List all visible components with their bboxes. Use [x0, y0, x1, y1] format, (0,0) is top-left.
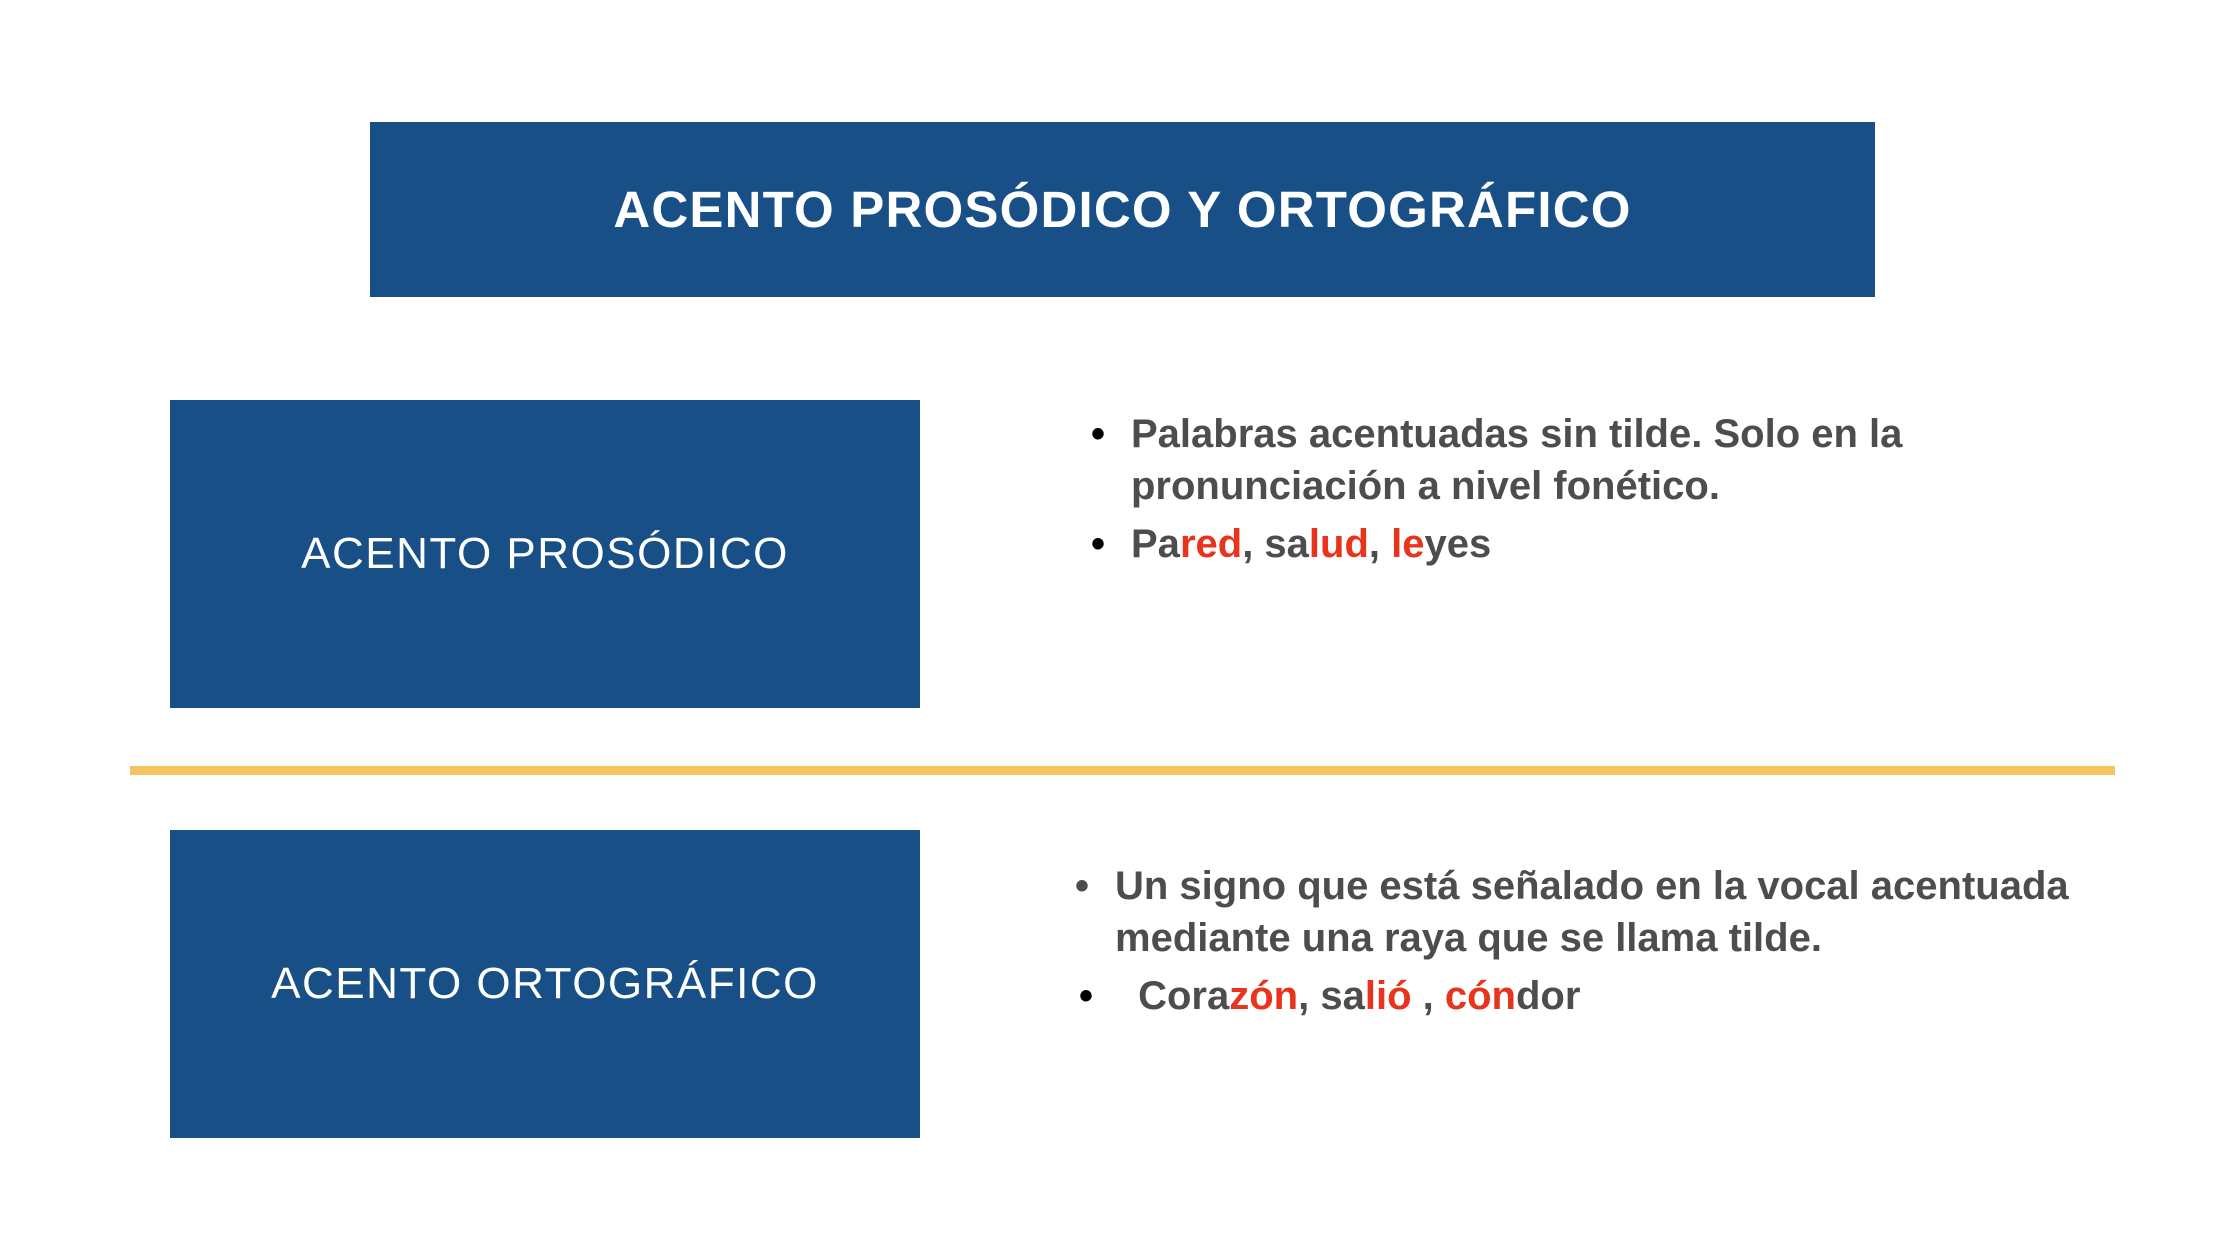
list-item — [1075, 860, 2105, 964]
list-item — [1075, 970, 2105, 1022]
example-plain: Cora — [1127, 974, 1230, 1018]
example-plain: , — [1368, 522, 1392, 566]
section-content-ortografico — [1075, 830, 2105, 1028]
example-plain: dor — [1515, 974, 1581, 1018]
example-plain: yes — [1424, 522, 1492, 566]
bullet-text-examples — [1127, 974, 1580, 1018]
example-plain: , sa — [1242, 522, 1309, 566]
page-title: ACENTO PROSÓDICO Y ORTOGRÁFICO — [613, 181, 1632, 238]
list-item — [1085, 408, 2095, 512]
bullet-list-ortografico — [1075, 860, 2105, 1022]
example-plain: , — [1411, 974, 1445, 1018]
section-ortografico — [0, 830, 2240, 1138]
bullet-text-definition: Palabras acentuadas sin tilde. Solo en la pronunciación a nivel fonético. — [1131, 412, 1903, 508]
example-highlight: zón — [1229, 974, 1299, 1018]
bullet-text-examples — [1131, 522, 1491, 566]
section-label-box-prosodico — [170, 400, 920, 708]
section-divider — [130, 766, 2115, 775]
section-prosodico — [0, 400, 2240, 708]
example-plain: Pa — [1131, 522, 1180, 566]
list-item — [1085, 518, 2095, 570]
section-label-box-ortografico — [170, 830, 920, 1138]
section-label-ortografico: ACENTO ORTOGRÁFICO — [271, 959, 819, 1008]
example-highlight: cón — [1444, 974, 1516, 1018]
example-highlight: red — [1179, 522, 1243, 566]
bullet-list-prosodico — [1085, 408, 2095, 570]
example-plain: , sa — [1298, 974, 1365, 1018]
example-highlight: le — [1391, 522, 1425, 566]
example-highlight: lud — [1308, 522, 1369, 566]
example-highlight: lió — [1364, 974, 1412, 1018]
bullet-text-definition: Un signo que está señalado en la vocal acentuada mediante una raya que se llama tilde. — [1115, 864, 2069, 960]
title-banner — [370, 122, 1875, 297]
section-label-prosodico: ACENTO PROSÓDICO — [301, 529, 789, 578]
section-content-prosodico — [1085, 400, 2095, 576]
